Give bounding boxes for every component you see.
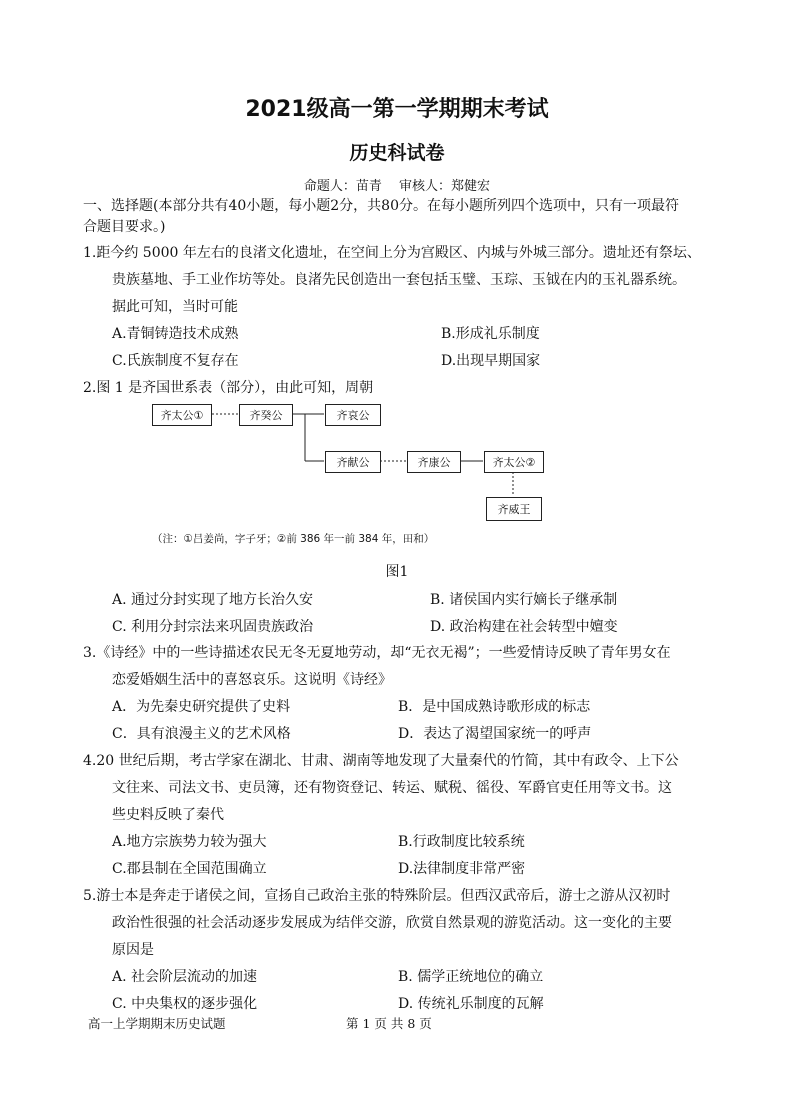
- node-qi-taigong-1: 齐太公①: [152, 404, 212, 426]
- q2-option-d: D. 政治构建在社会转型中嬗变: [430, 619, 618, 635]
- node-qi-aigong: 齐哀公: [325, 404, 381, 426]
- q1-line1: 1.距今约 5000 年左右的良渚文化遗址，在空间上分为宫殿区、内城与外城三部分。遗址还有祭坛、: [83, 245, 701, 261]
- q1-option-a: A.青铜铸造技术成熟: [112, 326, 239, 342]
- q5-line2: 政治性很强的社会活动逐步发展成为结伴交游，欣赏自然景观的游览活动。这一变化的主要: [112, 915, 672, 931]
- q2-option-a: A. 通过分封实现了地方长治久安: [112, 592, 314, 608]
- figure-caption: 图1: [385, 564, 409, 580]
- q1-option-b: B.形成礼乐制度: [441, 326, 540, 342]
- q4-line3: 些史料反映了秦代: [112, 807, 224, 823]
- section-intro-line2: 合题目要求。): [83, 219, 166, 235]
- q5-option-c: C. 中央集权的逐步强化: [112, 996, 258, 1012]
- q5-option-d: D. 传统礼乐制度的瓦解: [398, 996, 544, 1012]
- q5-option-a: A. 社会阶层流动的加速: [112, 969, 258, 985]
- node-qi-weiwang: 齐威王: [486, 497, 542, 521]
- subject-title: 历史科试卷: [349, 142, 445, 164]
- q1-line2: 贵族墓地、手工业作坊等处。良渚先民创造出一套包括玉璧、玉琮、玉钺在内的玉礼器系统。: [112, 272, 686, 288]
- q3-option-d: D．表达了渴望国家统一的呼声: [398, 726, 592, 742]
- diagram-note: （注：①吕姜尚，字子牙；②前 386 年一前 384 年，田和）: [152, 533, 435, 545]
- q2-line1: 2.图 1 是齐国世系表（部分），由此可知，周朝: [83, 380, 374, 396]
- exam-title: 2021级高一第一学期期末考试: [245, 97, 549, 122]
- authors-line: 命题人：苗青 审核人：郑健宏: [303, 179, 491, 194]
- node-qi-taigong-2: 齐太公②: [484, 451, 544, 473]
- q2-option-b: B. 诸侯国内实行嫡长子继承制: [430, 592, 618, 608]
- section-intro-line1: 一、选择题(本部分共有40小题，每小题2分，共80分。在每小题所列四个选项中，只有一项最符: [83, 198, 679, 214]
- q2-option-c: C. 利用分封宗法来巩固贵族政治: [112, 619, 314, 635]
- q4-option-a: A.地方宗族势力较为强大: [112, 834, 267, 850]
- q4-line1: 4.20 世纪后期，考古学家在湖北、甘肃、湖南等地发现了大量秦代的竹简，其中有政令、上下公: [83, 753, 679, 769]
- footer-page-number: 第 1 页 共 8 页: [346, 1016, 432, 1031]
- q4-option-b: B.行政制度比较系统: [398, 834, 525, 850]
- q3-option-b: B．是中国成熟诗歌形成的标志: [398, 699, 591, 715]
- q3-option-c: C．具有浪漫主义的艺术风格: [112, 726, 291, 742]
- q5-line1: 5.游士本是奔走于诸侯之间，宣扬自己政治主张的特殊阶层。但西汉武帝后，游士之游从汉初时: [83, 888, 671, 904]
- q4-line2: 文往来、司法文书、吏员簿，还有物资登记、转运、赋税、徭役、军爵官吏任用等文书。这: [112, 780, 672, 796]
- q4-option-c: C.郡县制在全国范围确立: [112, 861, 267, 877]
- node-qi-kanggong: 齐康公: [407, 451, 461, 473]
- q5-option-b: B. 儒学正统地位的确立: [398, 969, 544, 985]
- q1-line3: 据此可知，当时可能: [112, 299, 238, 315]
- q3-line1: 3.《诗经》中的一些诗描述农民无冬无夏地劳动，却“无衣无褐”；一些爱情诗反映了青年男女在: [83, 645, 671, 661]
- node-qi-guigong: 齐癸公: [239, 404, 293, 426]
- q4-option-d: D.法律制度非常严密: [398, 861, 526, 877]
- q3-line2: 恋爱婚姻生活中的喜怒哀乐。这说明《诗经》: [112, 672, 392, 688]
- q3-option-a: A．为先秦史研究提供了史料: [112, 699, 291, 715]
- footer-course: 高一上学期期末历史试题: [88, 1016, 226, 1031]
- node-qi-xiangong: 齐献公: [325, 451, 381, 473]
- q5-line3: 原因是: [112, 942, 154, 958]
- q1-option-d: D.出现早期国家: [441, 353, 541, 369]
- q1-option-c: C.氏族制度不复存在: [112, 353, 239, 369]
